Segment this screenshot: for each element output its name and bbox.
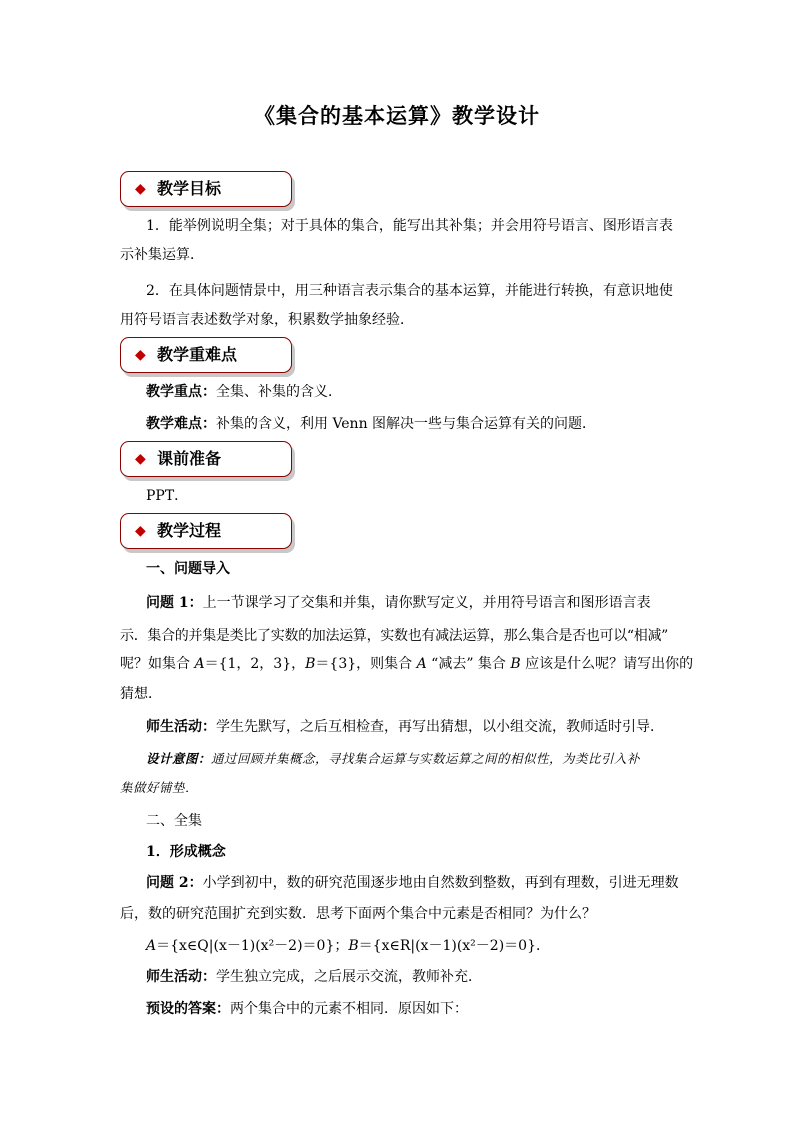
section-label: 教学重难点 bbox=[157, 345, 238, 364]
formula-a-body: ＝{x∈Q|(x－1)(x²－2)＝0}； bbox=[156, 938, 349, 954]
section-header-prep bbox=[120, 441, 292, 477]
question-1-text: 上一节课学习了交集和并集，请你默写定义，并用符号语言和图形语言表 bbox=[202, 595, 651, 611]
question-1-line-3 bbox=[120, 655, 694, 673]
teaching-difficulty bbox=[146, 415, 706, 433]
question-1-line-2: 示．集合的并集是类比了实数的加法运算，实数也有减法运算，那么集合是否也可以“相减” bbox=[120, 628, 669, 644]
design-intent-label: 设计意图： bbox=[146, 751, 212, 766]
activity-1-text: 学生先默写，之后互相检查，再写出猜想，以小组交流，教师适时引导． bbox=[216, 719, 664, 735]
q1-text-c: ＝{3}，则集合 bbox=[315, 656, 417, 672]
activity-2-label: 师生活动： bbox=[146, 969, 216, 985]
design-intent-line-1 bbox=[146, 750, 706, 768]
q1-text-a: 呢？如集合 bbox=[120, 656, 195, 672]
diamond-icon: ◆ bbox=[135, 451, 146, 467]
q1-var-a: A bbox=[194, 656, 205, 672]
section-header-goals bbox=[120, 171, 292, 207]
diamond-icon: ◆ bbox=[135, 347, 146, 363]
question-2-label: 问题 2： bbox=[146, 875, 203, 891]
preset-answer bbox=[146, 1000, 706, 1018]
q1-var-b: B bbox=[305, 656, 316, 672]
section-label: 课前准备 bbox=[157, 449, 222, 468]
focus-text: 全集、补集的含义． bbox=[216, 384, 342, 400]
question-1-label: 问题 1： bbox=[146, 595, 203, 611]
section-label: 教学目标 bbox=[157, 179, 222, 198]
question-2-line-2: 后，数的研究范围扩充到实数．思考下面两个集合中元素是否相同？为什么？ bbox=[120, 906, 596, 922]
goal-1-line-2: 示补集运算． bbox=[120, 247, 204, 263]
question-2-line-1 bbox=[146, 874, 706, 892]
question-2-text: 小学到初中，数的研究范围逐步地由自然数到整数，再到有理数，引进无理数 bbox=[202, 875, 679, 891]
goal-2-line-1: 2．在具体问题情景中，用三种语言表示集合的基本运算，并能进行转换，有意识地使 bbox=[146, 283, 673, 299]
document-title: 《集合的基本运算》教学设计 bbox=[254, 103, 540, 128]
q1-text-d: “减去” 集合 bbox=[426, 656, 511, 672]
diamond-icon: ◆ bbox=[135, 181, 146, 197]
sub-1-heading: 1．形成概念 bbox=[146, 844, 226, 860]
prep-text: PPT． bbox=[146, 488, 189, 504]
q1-var-a2: A bbox=[416, 656, 427, 672]
diamond-icon: ◆ bbox=[135, 523, 146, 539]
q1-text-b: ＝{1，2，3}， bbox=[204, 656, 306, 672]
design-intent-line-2: 集做好铺垫． bbox=[120, 780, 199, 795]
section-header-key-points bbox=[120, 337, 292, 373]
formula-line bbox=[146, 937, 706, 955]
formula-set-b: B bbox=[348, 938, 359, 954]
section-label: 教学过程 bbox=[157, 521, 222, 540]
goal-1-line-1: 1．能举例说明全集；对于具体的集合，能写出其补集；并会用符号语言、图形语言表 bbox=[146, 218, 673, 234]
q1-text-e: 应该是什么呢？请写出你的 bbox=[520, 656, 694, 672]
part-1-heading: 一、问题导入 bbox=[146, 561, 230, 577]
focus-label: 教学重点： bbox=[146, 384, 216, 400]
goal-2-line-2: 用符号语言表述数学对象，积累数学抽象经验． bbox=[120, 312, 414, 328]
difficulty-label: 教学难点： bbox=[146, 416, 216, 432]
activity-2-text: 学生独立完成，之后展示交流，教师补充． bbox=[216, 969, 482, 985]
question-1-line-4: 猜想． bbox=[120, 686, 162, 702]
activity-1 bbox=[146, 718, 706, 736]
teaching-focus bbox=[146, 383, 706, 401]
section-header-process bbox=[120, 513, 292, 549]
answer-label: 预设的答案： bbox=[146, 1001, 230, 1017]
activity-1-label: 师生活动： bbox=[146, 719, 216, 735]
answer-text: 两个集合中的元素不相同．原因如下： bbox=[230, 1001, 468, 1017]
formula-b-body: ＝{x∈R|(x－1)(x²－2)＝0}． bbox=[358, 938, 550, 954]
design-intent-text: 通过回顾并集概念，寻找集合运算与实数运算之间的相似性，为类比引入补 bbox=[211, 751, 641, 766]
formula-set-a: A bbox=[146, 938, 157, 954]
question-1-line-1 bbox=[146, 594, 706, 612]
activity-2 bbox=[146, 968, 706, 986]
difficulty-text: 补集的含义，利用 Venn 图解决一些与集合运算有关的问题． bbox=[216, 416, 597, 432]
part-2-heading: 二、全集 bbox=[146, 813, 202, 829]
q1-var-b2: B bbox=[510, 656, 521, 672]
